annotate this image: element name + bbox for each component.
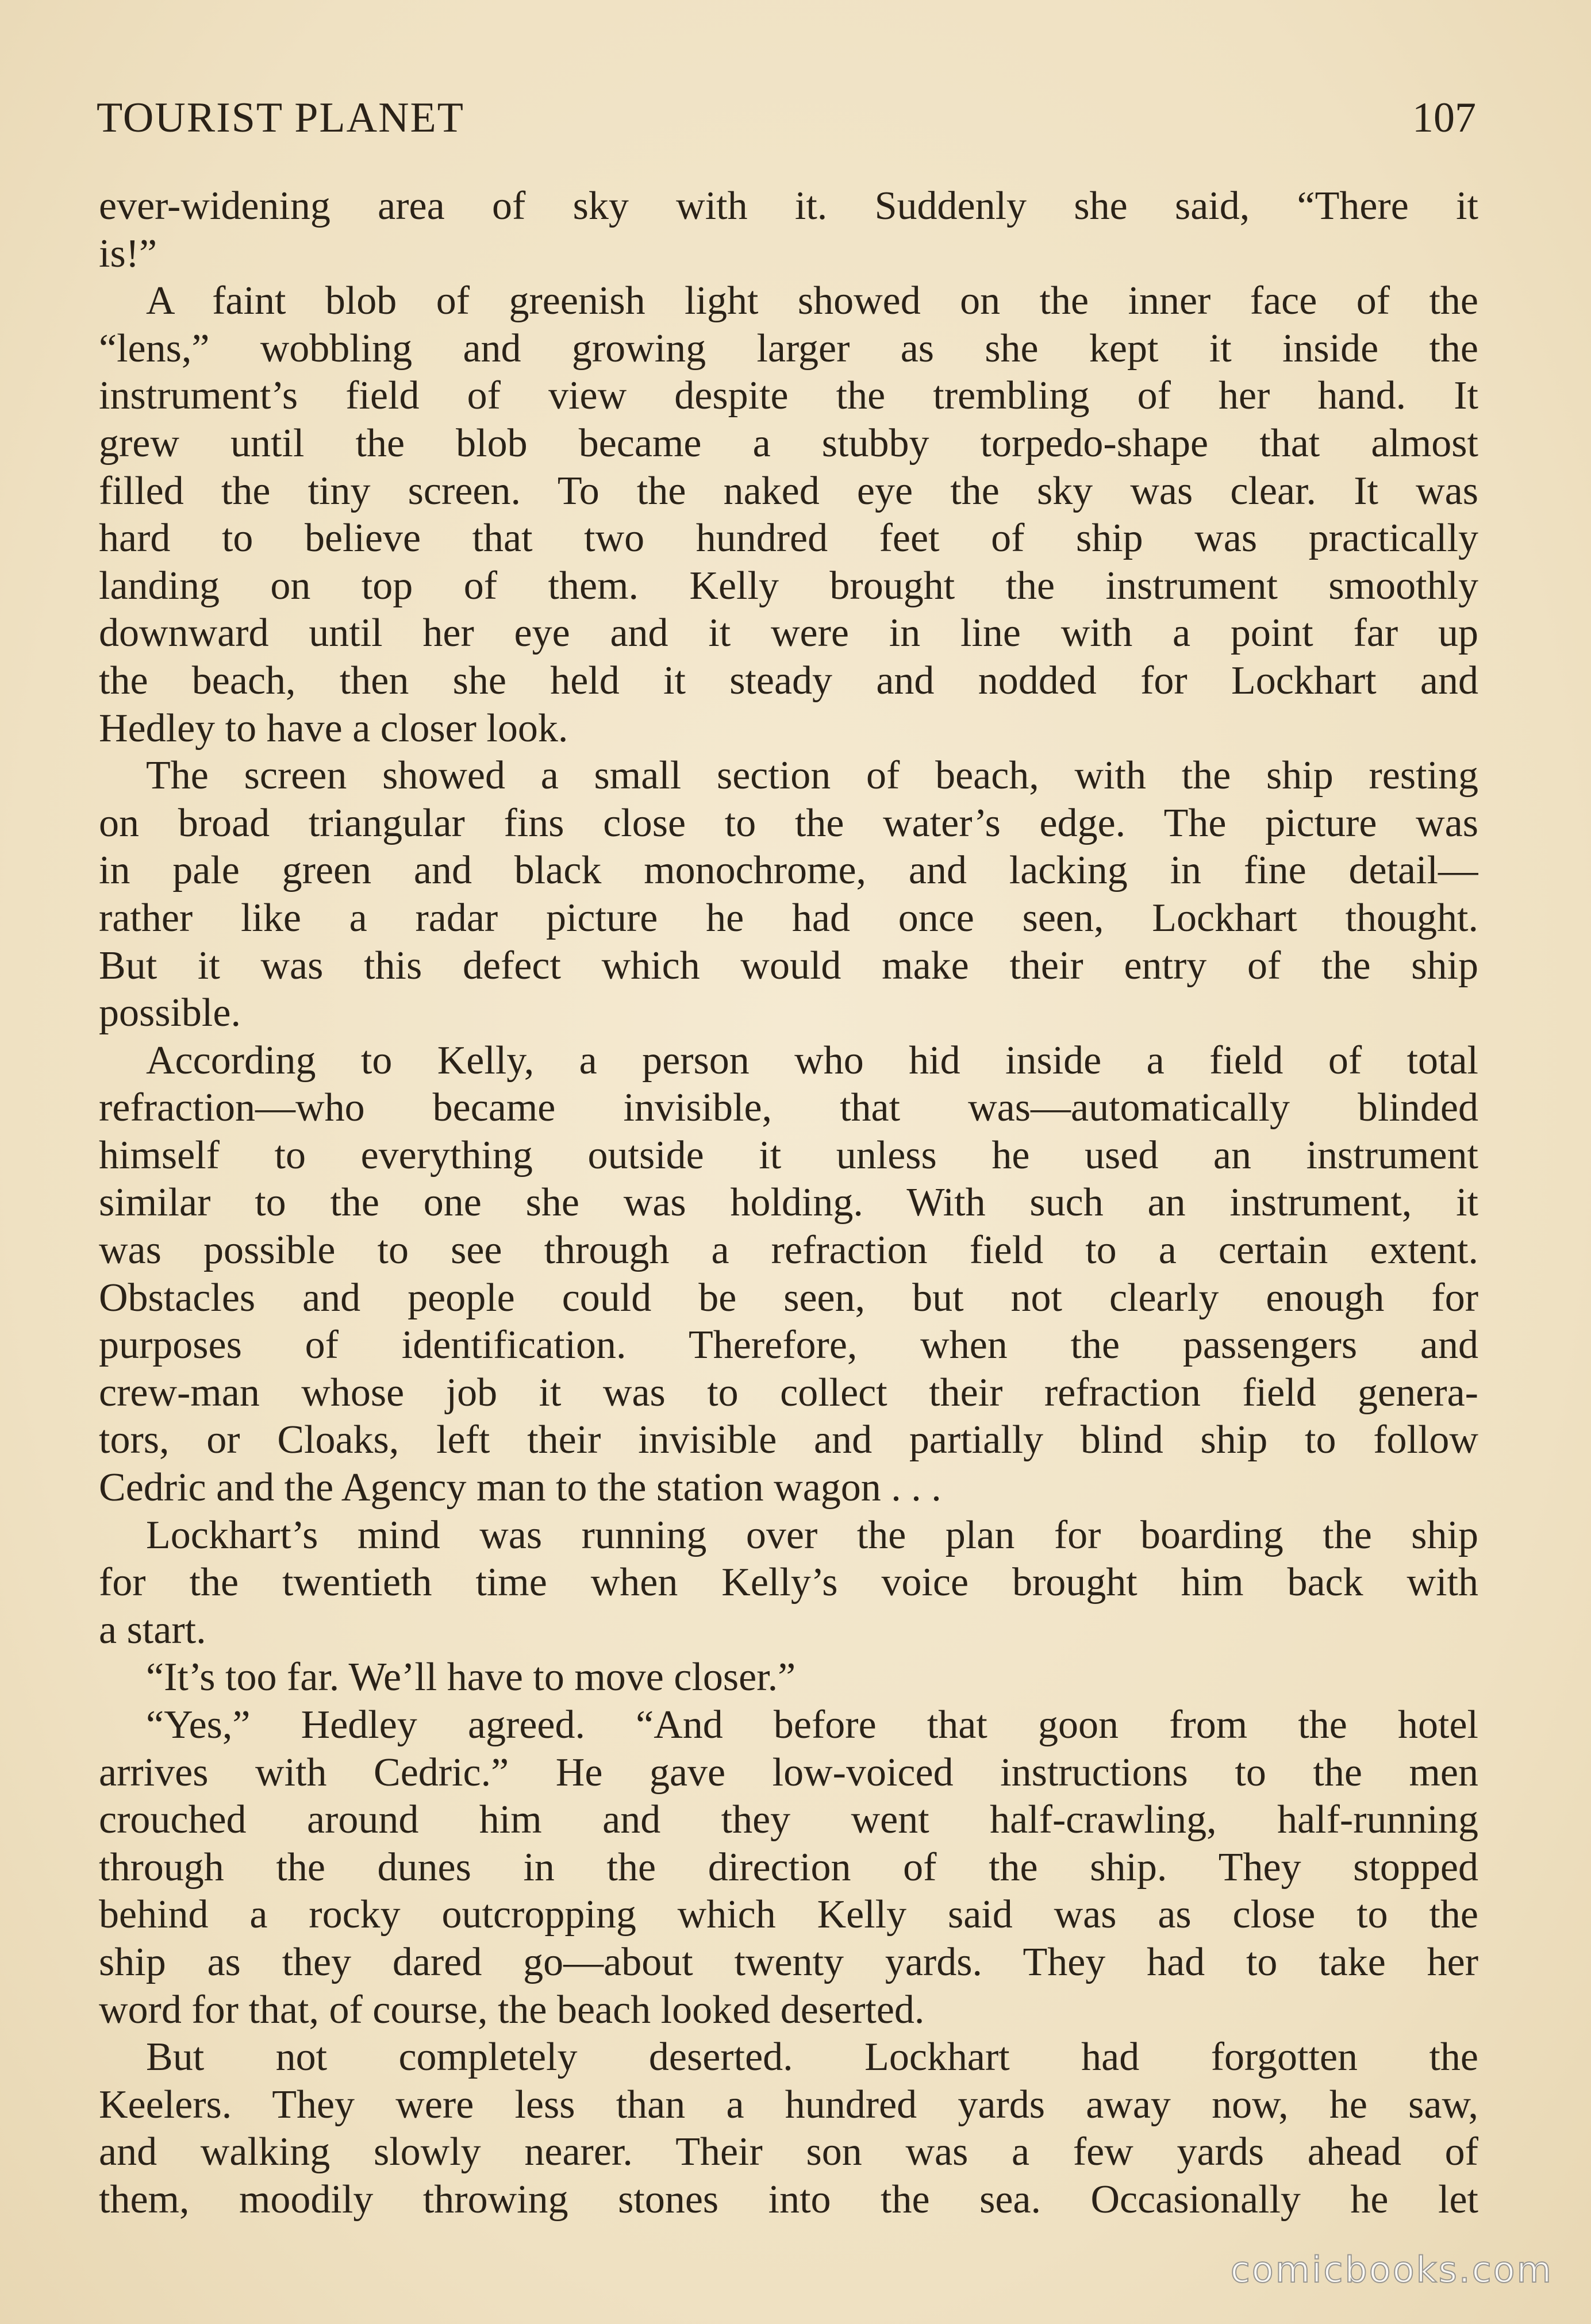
text-line: downward until her eye and it were in line with a point far up [99, 611, 1478, 656]
text-line: Lockhart’s mind was running over the plan for boarding the ship [146, 1513, 1478, 1557]
text-line: them, moodily throwing stones into the sea. Occasionally he let [99, 2177, 1478, 2222]
text-line: crew-man whose job it was to collect their refraction field genera- [99, 1370, 1478, 1415]
text-line: But it was this defect which would make their entry of the ship [99, 943, 1478, 988]
text-line: hard to believe that two hundred feet of ship was practically [99, 516, 1478, 561]
text-line: ever-widening area of sky with it. Suddenly she said, “There it [99, 184, 1478, 228]
text-line: Keelers. They were less than a hundred yards away now, he saw, [99, 2082, 1478, 2127]
text-line: “Yes,” Hedley agreed. “And before that goon from the hotel [146, 1703, 1478, 1747]
text-line: arrives with Cedric.” He gave low-voiced instructions to the men [99, 1750, 1478, 1795]
text-line: through the dunes in the direction of the ship. They stopped [99, 1845, 1478, 1890]
body-text [99, 183, 1478, 2224]
text-line: similar to the one she was holding. With such an instrument, it [99, 1180, 1478, 1225]
text-line: According to Kelly, a person who hid inside a field of total [146, 1038, 1478, 1083]
text-line: rather like a radar picture he had once seen, Lockhart thought. [99, 895, 1478, 940]
text-line: on broad triangular fins close to the water’s edge. The picture was [99, 801, 1478, 845]
text-line: and walking slowly nearer. Their son was a few yards ahead of [99, 2130, 1478, 2175]
text-line: tors, or Cloaks, left their invisible and partially blind ship to follow [99, 1418, 1478, 1463]
text-line: The screen showed a small section of beach, with the ship resting [146, 753, 1478, 798]
text-line: behind a rocky outcropping which Kelly said was as close to the [99, 1892, 1478, 1937]
text-line: A faint blob of greenish light showed on the inner face of the [146, 279, 1478, 324]
text-line: “It’s too far. We’ll have to move closer.” [146, 1655, 796, 1700]
text-line: crouched around him and they went half-crawling, half-running [99, 1798, 1478, 1842]
page-number: 107 [1412, 94, 1476, 141]
text-line: But not completely deserted. Lockhart had forgotten the [146, 2035, 1478, 2080]
text-line: in pale green and black monochrome, and lacking in fine detail— [99, 848, 1478, 893]
page-header [97, 86, 1476, 149]
text-line: is!” [99, 231, 157, 276]
text-line: a start. [99, 1607, 206, 1652]
text-line: the beach, then she held it steady and nodded for Lockhart and [99, 658, 1478, 703]
text-line: filled the tiny screen. To the naked eye the sky was clear. It was [99, 468, 1478, 513]
text-line: purposes of identification. Therefore, when the passengers and [99, 1323, 1478, 1368]
text-line: ship as they dared go—about twenty yards. They had to take her [99, 1940, 1478, 1984]
text-line: grew until the blob became a stubby torpedo-shape that almost [99, 421, 1478, 465]
text-line: possible. [99, 991, 241, 1036]
text-line: word for that, of course, the beach looked deserted. [99, 1987, 925, 2032]
watermark-logo: comicbooks.com [1230, 2249, 1553, 2291]
text-line: instrument’s field of view despite the trembling of her hand. It [99, 374, 1478, 418]
text-line: for the twentieth time when Kelly’s voice brought him back with [99, 1560, 1478, 1605]
text-line: “lens,” wobbling and growing larger as she kept it inside the [99, 326, 1478, 371]
text-line: landing on top of them. Kelly brought the instrument smoothly [99, 563, 1478, 608]
text-line: refraction—who became invisible, that was—automatically blinded [99, 1086, 1478, 1130]
text-line: Hedley to have a closer look. [99, 706, 568, 751]
text-line: himself to everything outside it unless he used an instrument [99, 1133, 1478, 1178]
text-line: was possible to see through a refraction field to a certain extent. [99, 1228, 1478, 1273]
text-line: Cedric and the Agency man to the station wagon . . . [99, 1465, 941, 1510]
running-title: TOURIST PLANET [97, 94, 464, 141]
text-line: Obstacles and people could be seen, but not clearly enough for [99, 1275, 1478, 1320]
